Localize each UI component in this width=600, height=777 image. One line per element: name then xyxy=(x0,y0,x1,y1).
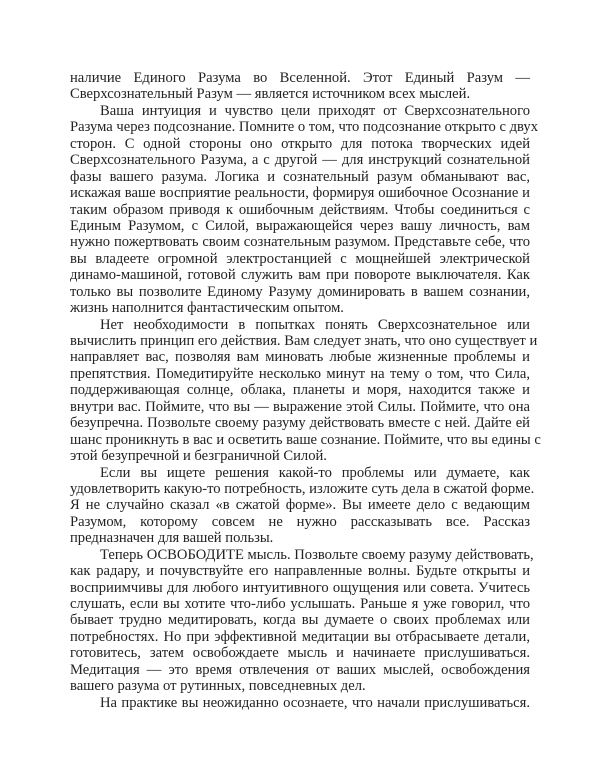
text-line: вычислить принцип его действия. Вам следует знать, что оно существует и xyxy=(70,333,538,349)
paragraph xyxy=(70,695,530,711)
text-line: препятствия. Помедитируйте несколько минут на тему о том, что Сила, xyxy=(70,365,530,382)
text-line: На практике вы неожиданно осознаете, что начали прислушиваться. xyxy=(100,694,530,711)
paragraph xyxy=(70,70,530,103)
text-line: Сверхсознательного Разума, а с другой — для инструкций сознательной xyxy=(70,152,530,169)
text-line: Теперь ОСВОБОДИТЕ мысль. Позвольте своему разуму действовать, xyxy=(100,546,534,563)
text-line: Разумом, которому совсем не нужно рассказывать все. Рассказ xyxy=(70,513,530,530)
text-line: предназначен для вашей пользы. xyxy=(70,530,274,547)
text-line: восприимчивы для любого интуитивного ощущения или совета. Учитесь xyxy=(70,579,530,596)
text-line: слушать, если вы хотите что-либо услышать. Раньше я уже говорил, что xyxy=(70,596,530,612)
paragraph xyxy=(70,102,539,317)
text-line: нужно пожертвовать своим сознательным разумом. Представьте себе, что xyxy=(70,234,530,251)
text-line: потребностях. Но при эффективной медитации вы отбрасываете детали, xyxy=(70,628,530,645)
text-line: жизнь наполнится фантастическим опытом. xyxy=(70,300,344,317)
text-line: Медитация — это время отвлечения от ваших мыслей, освобождения xyxy=(70,661,530,678)
text-line: Разума через подсознание. Помните о том, что подсознание открыто с двух xyxy=(70,119,539,136)
text-line: динамо-машиной, готовой служить вам при повороте выключателя. Как xyxy=(70,267,530,284)
document-page xyxy=(70,70,541,711)
text-line: сторон. С одной стороны оно открыто для потока творческих идей xyxy=(70,135,530,152)
text-line: готовитесь, затем освобождаете мысль и начинаете прислушиваться. xyxy=(70,645,530,662)
text-line: вашего разума от рутинных, повседневных дел. xyxy=(70,678,366,695)
text-line: Если вы ищете решения какой-то проблемы или думаете, как xyxy=(100,464,530,481)
text-line: таким образом приводя к ошибочным действиям. Чтобы соединиться с xyxy=(70,201,530,218)
text-line: только вы позволите Единому Разуму доминировать в вашем сознании, xyxy=(70,283,530,300)
text-line: внутри вас. Поймите, что вы — выражение этой Силы. Поймите, что она xyxy=(70,398,530,415)
text-line: Нет необходимости в попытках понять Сверхсознательное или xyxy=(100,316,530,333)
paragraph xyxy=(70,464,535,547)
text-line: шанс проникнуть в вас и осветить ваше сознание. Поймите, что вы едины с xyxy=(70,431,541,448)
text-line: поддерживающая солнце, облака, планеты и моря, находится также и xyxy=(70,382,530,399)
text-line: удовлетворить какую-то потребность, изложите суть дела в сжатой форме. xyxy=(70,480,535,497)
text-line: бывает трудно медитировать, когда вы думаете о своих проблемах или xyxy=(70,612,530,629)
text-line: искажая ваше восприятие реальности, формируя ошибочное Осознание и xyxy=(70,185,530,202)
paragraph xyxy=(70,546,534,695)
text-line: Единым Разумом, с Силой, выражающейся через вашу личность, вам xyxy=(70,217,530,234)
text-line: Я не случайно сказал «в сжатой форме». Вы имеете дело с ведающим xyxy=(70,497,530,514)
text-line: Сверхсознательный Разум — является источником всех мыслей. xyxy=(70,86,471,103)
paragraph xyxy=(70,316,541,465)
text-line: направляет вас, позволяя вам миновать любые жизненные проблемы и xyxy=(70,349,530,366)
text-line: как радару, и почувствуйте его направленные волны. Будьте открыты и xyxy=(70,563,530,580)
text-line: безупречна. Позвольте своему разуму действовать вместе с ней. Дайте ей xyxy=(70,415,530,432)
text-line: наличие Единого Разума во Вселенной. Этот Единый Разум — xyxy=(70,70,530,86)
text-line: вы владеете огромной электростанцией с мощнейшей электрической xyxy=(70,250,530,267)
text-line: Ваша интуиция и чувство цели приходят от Сверхсознательного xyxy=(100,102,530,119)
text-line: фазы вашего разума. Логика и сознательный разум обманывают вас, xyxy=(70,168,530,185)
text-line: этой безупречной и безграничной Силой. xyxy=(70,448,327,465)
